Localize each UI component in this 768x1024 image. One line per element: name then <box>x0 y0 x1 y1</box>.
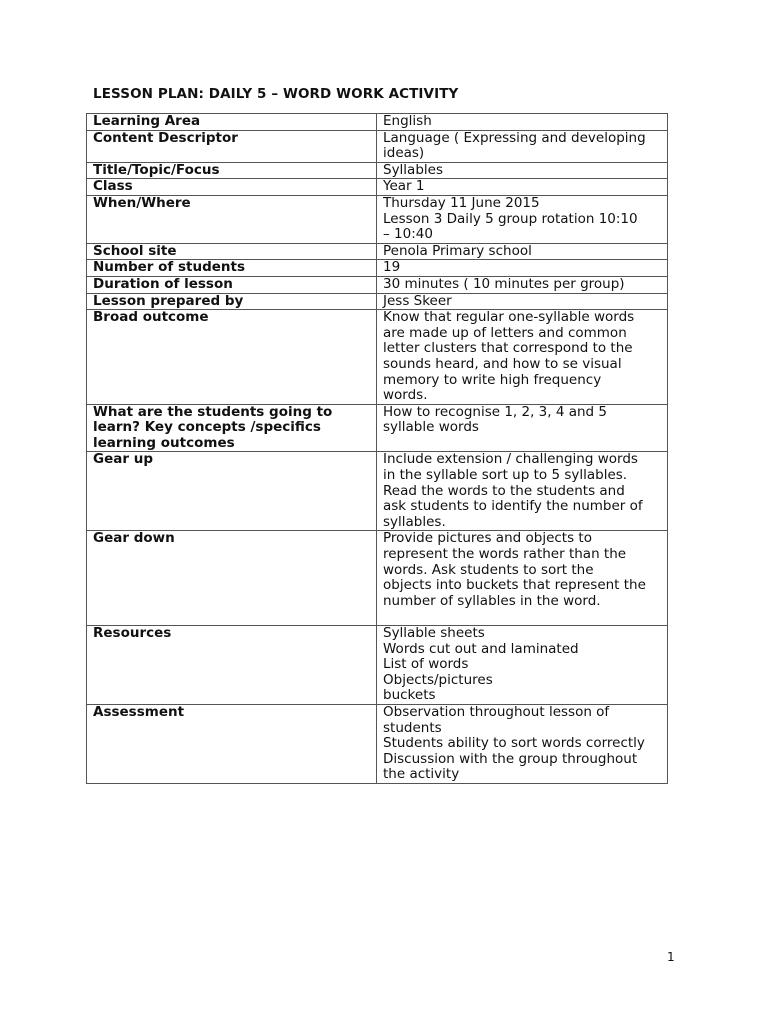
row-value-cell <box>377 162 668 179</box>
row-label: Gear up <box>93 451 153 468</box>
row-value: 30 minutes ( 10 minutes per group) <box>383 275 625 292</box>
row-value: in the syllable sort up to 5 syllables. <box>383 467 628 484</box>
row-value: are made up of letters and common <box>383 324 627 341</box>
row-label-cell <box>87 243 377 260</box>
row-value: ideas) <box>383 145 425 162</box>
row-value-cell <box>377 310 668 405</box>
row-label-cell <box>87 162 377 179</box>
table-row <box>87 179 668 196</box>
lesson-plan-table-body <box>87 114 668 784</box>
row-label-cell <box>87 260 377 277</box>
table-row <box>87 404 668 452</box>
row-value: Lesson 3 Daily 5 group rotation 10:10 <box>383 210 638 227</box>
row-value: ask students to identify the number of <box>383 498 643 515</box>
row-value-cell <box>377 260 668 277</box>
row-value: Thursday 11 June 2015 <box>383 194 540 211</box>
table-row <box>87 626 668 705</box>
row-label-cell <box>87 293 377 310</box>
row-label-cell <box>87 276 377 293</box>
row-value-cell <box>377 704 668 783</box>
row-value: Objects/pictures <box>383 671 493 688</box>
row-label: Learning Area <box>93 113 201 129</box>
row-value: syllables. <box>383 513 446 530</box>
row-value: words. <box>383 387 428 404</box>
row-label-cell <box>87 130 377 162</box>
row-value: sounds heard, and how to se visual <box>383 355 622 372</box>
row-value: memory to write high frequency <box>383 371 602 388</box>
row-value: Observation throughout lesson of <box>383 703 610 720</box>
lesson-plan-table <box>86 113 668 784</box>
row-value: words. Ask students to sort the <box>383 561 594 578</box>
row-value-cell <box>377 195 668 243</box>
row-label: learning outcomes <box>93 434 235 451</box>
row-value-cell <box>377 114 668 131</box>
row-value-cell <box>377 626 668 705</box>
table-row <box>87 162 668 179</box>
row-value: objects into buckets that represent the <box>383 577 646 594</box>
table-row <box>87 452 668 531</box>
row-label: Resources <box>93 625 172 641</box>
row-value-cell <box>377 130 668 162</box>
row-value: Penola Primary school <box>383 242 532 259</box>
row-value-cell <box>377 293 668 310</box>
row-label: Title/Topic/Focus <box>93 161 220 178</box>
table-row <box>87 531 668 626</box>
row-value: number of syllables in the word. <box>383 592 601 609</box>
table-row <box>87 293 668 310</box>
row-value: letter clusters that correspond to the <box>383 340 633 357</box>
row-label-cell <box>87 195 377 243</box>
table-row <box>87 243 668 260</box>
row-label: Number of students <box>93 259 246 276</box>
row-label: Duration of lesson <box>93 275 233 292</box>
row-value: the activity <box>383 766 460 783</box>
row-value: Jess Skeer <box>383 292 452 309</box>
document-title: LESSON PLAN: DAILY 5 – WORD WORK ACTIVITY <box>93 86 459 102</box>
row-label: Content Descriptor <box>93 129 238 146</box>
row-label-cell <box>87 452 377 531</box>
row-value: Syllables <box>383 161 443 178</box>
row-label: Assessment <box>93 703 185 720</box>
page-number: 1 <box>667 950 675 964</box>
row-label: What are the students going to <box>93 403 333 420</box>
row-label: learn? Key concepts /specifics <box>93 419 321 436</box>
row-value: Syllable sheets <box>383 625 485 641</box>
row-value: Words cut out and laminated <box>383 640 579 657</box>
row-label-cell <box>87 704 377 783</box>
table-row <box>87 310 668 405</box>
row-label: Broad outcome <box>93 309 209 326</box>
row-label-cell <box>87 114 377 131</box>
row-value: – 10:40 <box>383 226 433 243</box>
row-label: When/Where <box>93 194 191 211</box>
row-label: School site <box>93 242 177 259</box>
table-row <box>87 114 668 131</box>
table-row <box>87 195 668 243</box>
row-value: List of words <box>383 656 469 673</box>
table-row <box>87 276 668 293</box>
row-value-cell <box>377 243 668 260</box>
row-value: English <box>383 113 432 129</box>
row-label-cell <box>87 531 377 626</box>
row-value: Students ability to sort words correctly <box>383 735 645 752</box>
row-label-cell <box>87 404 377 452</box>
row-value: 19 <box>383 259 401 276</box>
row-value: Read the words to the students and <box>383 482 625 499</box>
row-value: Know that regular one-syllable words <box>383 309 635 326</box>
row-value-cell <box>377 179 668 196</box>
row-label: Gear down <box>93 530 175 547</box>
row-value: Discussion with the group throughout <box>383 750 638 767</box>
table-row <box>87 260 668 277</box>
row-value: Year 1 <box>383 178 425 195</box>
row-label-cell <box>87 310 377 405</box>
row-value: Include extension / challenging words <box>383 451 638 468</box>
table-row <box>87 704 668 783</box>
row-value-cell <box>377 452 668 531</box>
row-label: Lesson prepared by <box>93 292 244 309</box>
row-value: How to recognise 1, 2, 3, 4 and 5 <box>383 403 608 420</box>
row-label-cell <box>87 179 377 196</box>
row-value-cell <box>377 404 668 452</box>
row-value: Language ( Expressing and developing <box>383 129 646 146</box>
row-value <box>383 609 663 625</box>
row-value: syllable words <box>383 419 479 436</box>
row-label: Class <box>93 178 133 195</box>
row-value: represent the words rather than the <box>383 546 627 563</box>
row-value: Provide pictures and objects to <box>383 530 592 547</box>
row-label-cell <box>87 626 377 705</box>
table-row <box>87 130 668 162</box>
row-value: buckets <box>383 687 436 704</box>
row-value: students <box>383 719 442 736</box>
row-value-cell <box>377 276 668 293</box>
row-value-cell <box>377 531 668 626</box>
